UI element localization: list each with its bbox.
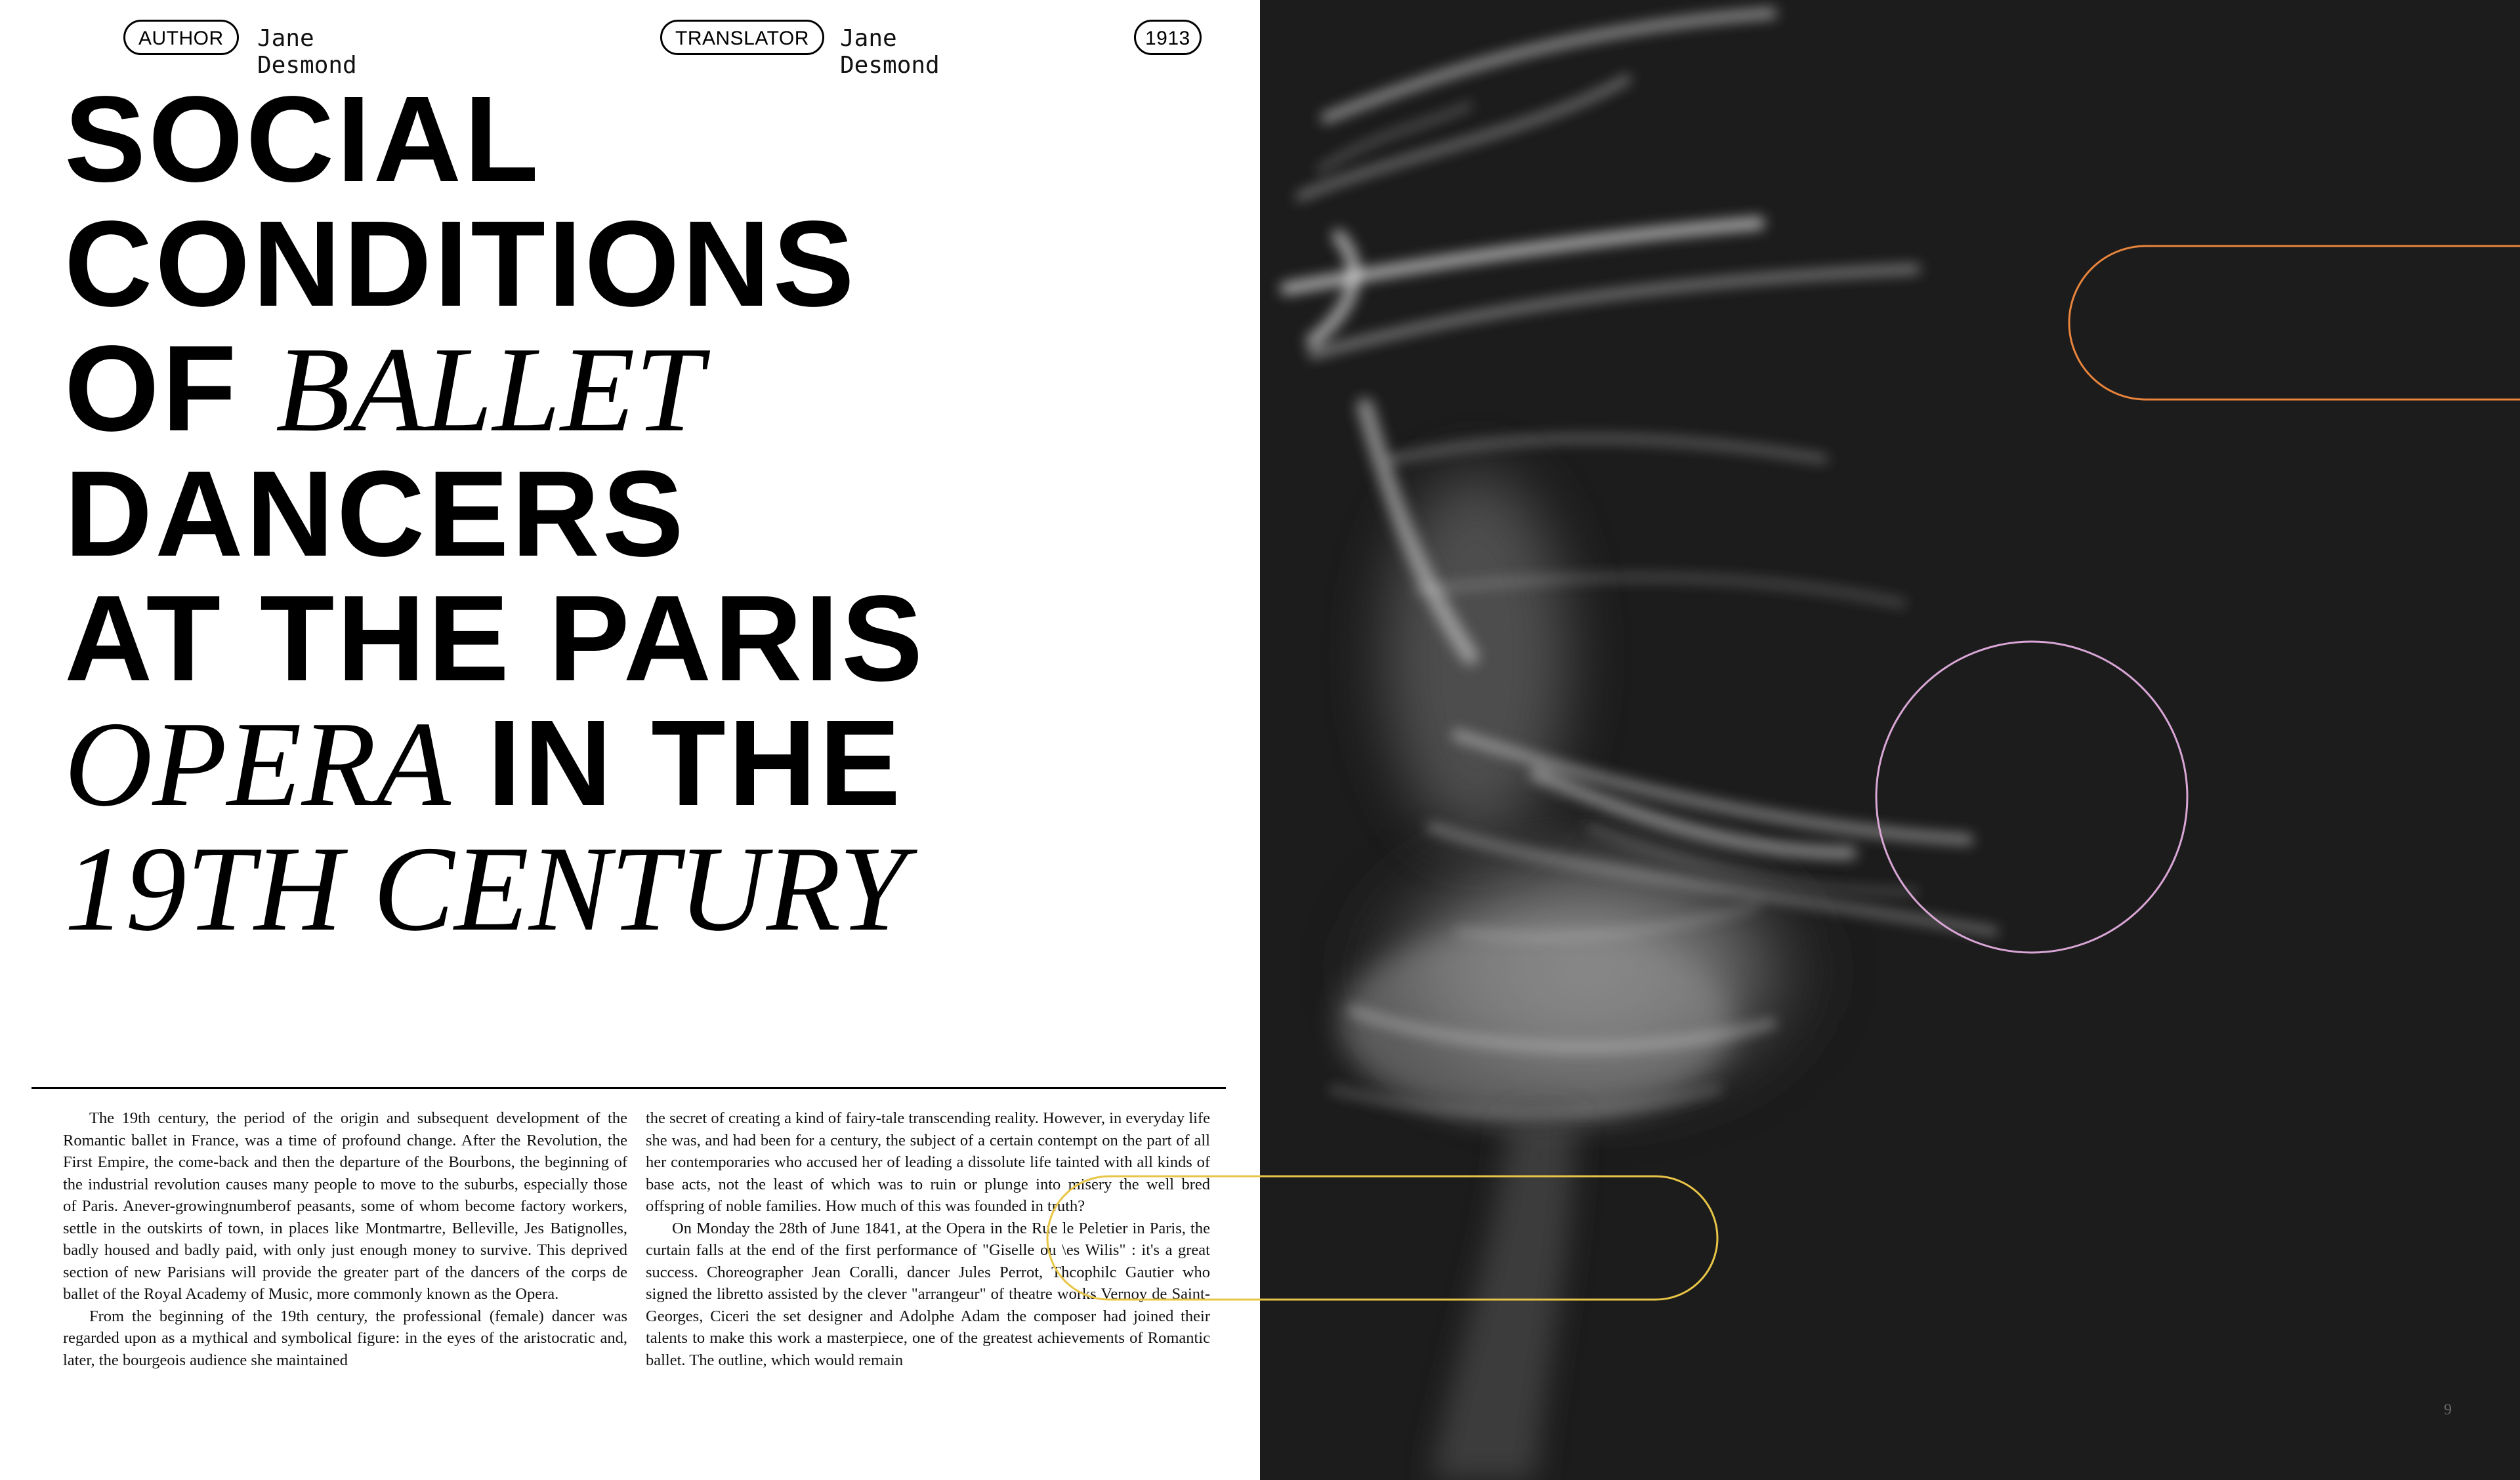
title-line-1: SOCIAL xyxy=(64,72,541,207)
body-column-2 xyxy=(646,1107,1210,1416)
title-ballet-italic: BALLET xyxy=(275,322,704,457)
article-title xyxy=(64,72,1180,956)
paragraph: the secret of creating a kind of fairy-tale transcending reality. However, in everyday life she was, and had been for a century, the subject of a certain contempt on the part of all her contemporaries who accused her of leading a dissolute life tainted with all kinds of base acts, not the least of which was to ruin or plunge into misery the well bred offspring of noble families. How much of this was founded in truth? xyxy=(646,1109,1210,1215)
author-name: Jane Desmond xyxy=(257,25,357,79)
body-column-1 xyxy=(63,1107,627,1416)
page-number: 9 xyxy=(2444,1401,2452,1418)
title-of: OF xyxy=(64,321,276,457)
title-opera-italic: OPERA xyxy=(64,697,451,832)
right-page-photo xyxy=(1260,0,2520,1480)
title-line-5: AT THE PARIS xyxy=(64,571,926,707)
title-line-2: CONDITIONS xyxy=(64,196,857,332)
author-label-pill: AUTHOR xyxy=(123,20,239,55)
paragraph: The 19th century, the period of the origin and subsequent development of the Romantic ballet in France, was a time of profound change. After the Revolution, the First Empire, the come-back and then the departure of the Bourbons, the beginning of the industrial revolution causes many people to move to the suburbs, especially those of Paris. Anever-growingnumberof peasants, some of whom become factory workers, settle in the outskirts of town, in places like Montmartre, Belleville, Jes Batignolles, badly housed and badly paid, with only just enough money to survive. This deprived section of new Parisians will provide the greater part of the dancers of the corps de ballet of the Royal Academy of Music, more commonly known as the Opera. xyxy=(63,1109,627,1303)
translator-label-pill: TRANSLATOR xyxy=(660,20,824,55)
title-line-6 xyxy=(64,695,1180,832)
translator-name: Jane Desmond xyxy=(840,25,940,79)
title-line-4: DANCERS xyxy=(64,446,686,582)
paragraph: On Monday the 28th of June 1841, at the Opera in the Rue le Peletier in Paris, the curtain falls at the end of the first performance of "Giselle ou \es Wilis" : it's a great success. Choreographer Jean Coralli, dancer Jules Perrot, Thcophilc Gautier who signed the libretto assisted by the clever "arrangeur" of theatre works Vernoy de Saint-Georges, Ciceri the set designer and Adolphe Adam the composer had joined their talents to make this work a masterpiece, one of the greatest achievements of Romantic ballet. The outline, which would remain xyxy=(646,1219,1210,1369)
horizontal-rule xyxy=(32,1087,1226,1089)
year-pill: 1913 xyxy=(1134,20,1202,55)
blurred-ballet-dancer-photo xyxy=(1260,0,2520,1480)
paragraph: From the beginning of the 19th century, the professional (female) dancer was regarded upon as a mythical and symbolical figure: in the eyes of the aristocratic and, later, the bourgeois audience she maintained xyxy=(63,1307,627,1369)
title-line-3 xyxy=(64,321,1180,457)
title-line-7-italic: 19TH CENTURY xyxy=(64,821,907,956)
title-in-the: IN THE xyxy=(450,695,904,831)
